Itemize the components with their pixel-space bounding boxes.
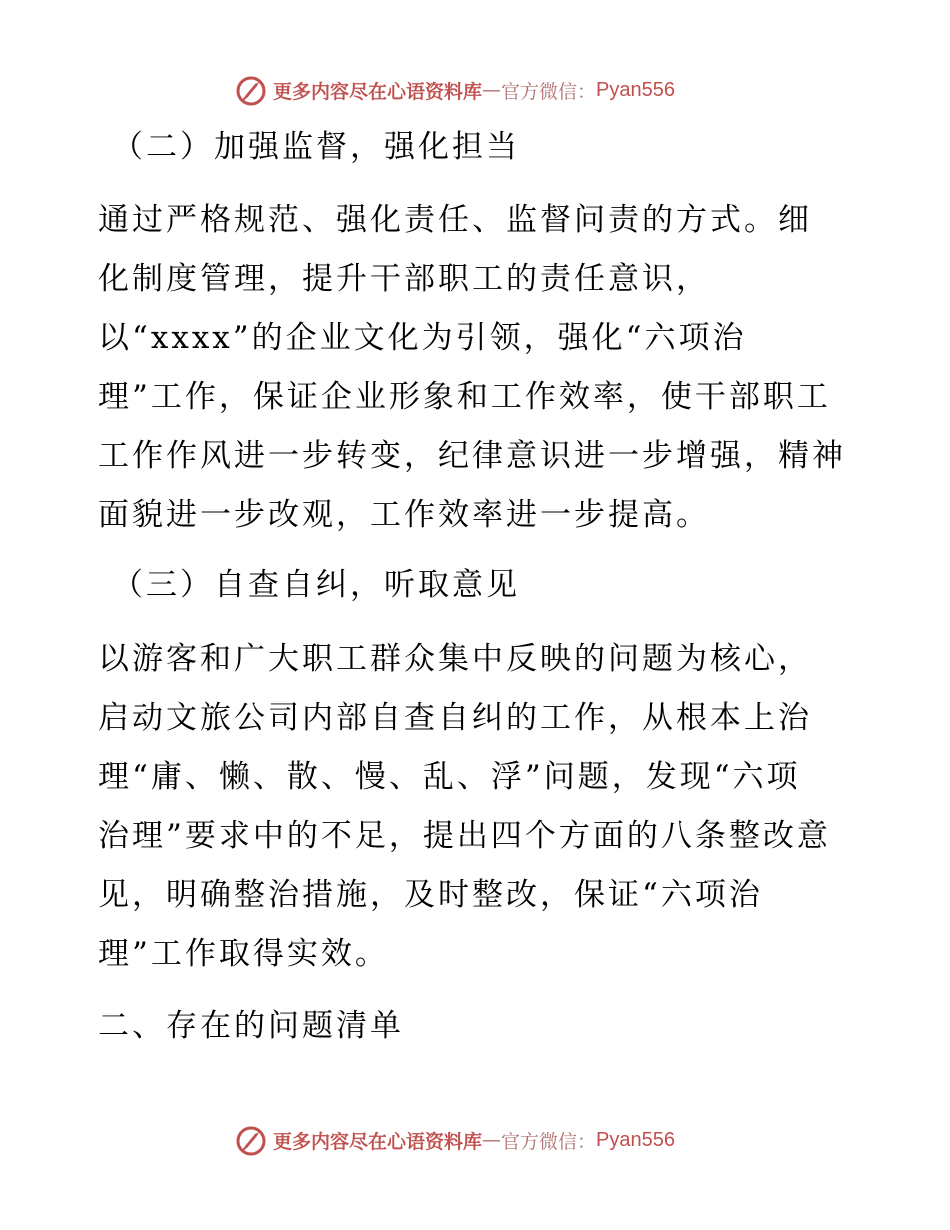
text-line: 理”工作，保证企业形象和工作效率，使干部职工: [98, 379, 831, 415]
text-line: 理”工作取得实效。: [98, 936, 389, 972]
watermark-main-text: 更多内容尽在心语资料库: [273, 80, 483, 103]
footer-watermark: [235, 1122, 675, 1158]
text-line: 工作作风进一步转变，纪律意识进一步增强，精神: [98, 438, 846, 474]
section-heading: 二、存在的问题清单: [98, 1008, 404, 1044]
heading-2: （二）加强监督，强化担当: [112, 129, 520, 165]
quill-logo-icon: [235, 74, 267, 106]
quill-logo-icon: [235, 1124, 267, 1156]
text-line: 理“庸、懒、散、慢、乱、浮”问题，发现“六项: [98, 759, 801, 795]
watermark-wechat-id: Pyan556: [596, 78, 675, 101]
text-line: 以游客和广大职工群众集中反映的问题为核心，: [98, 641, 812, 677]
watermark-label: 官方微信：: [501, 1130, 597, 1153]
text-line: 见，明确整治措施，及时整改，保证“六项治: [98, 877, 763, 913]
text-line: 面貌进一步改观，工作效率进一步提高。: [98, 497, 710, 533]
text-line: 以“xxxx”的企业文化为引领，强化“六项治: [98, 320, 747, 356]
watermark-wechat-id: Pyan556: [596, 1128, 675, 1151]
text-line: 通过严格规范、强化责任、监督问责的方式。细: [98, 202, 812, 238]
watermark-main-text: 更多内容尽在心语资料库: [273, 1130, 483, 1153]
header-watermark: [235, 72, 675, 108]
watermark-label: 官方微信：: [501, 80, 597, 103]
text-line: 化制度管理，提升干部职工的责任意识，: [98, 261, 710, 297]
text-line: 启动文旅公司内部自查自纠的工作，从根本上治: [98, 700, 812, 736]
text-line: 治理”要求中的不足，提出四个方面的八条整改意: [98, 818, 831, 854]
heading-3: （三）自查自纠，听取意见: [112, 567, 520, 603]
watermark-separator: —: [482, 79, 502, 101]
watermark-separator: —: [482, 1129, 502, 1151]
